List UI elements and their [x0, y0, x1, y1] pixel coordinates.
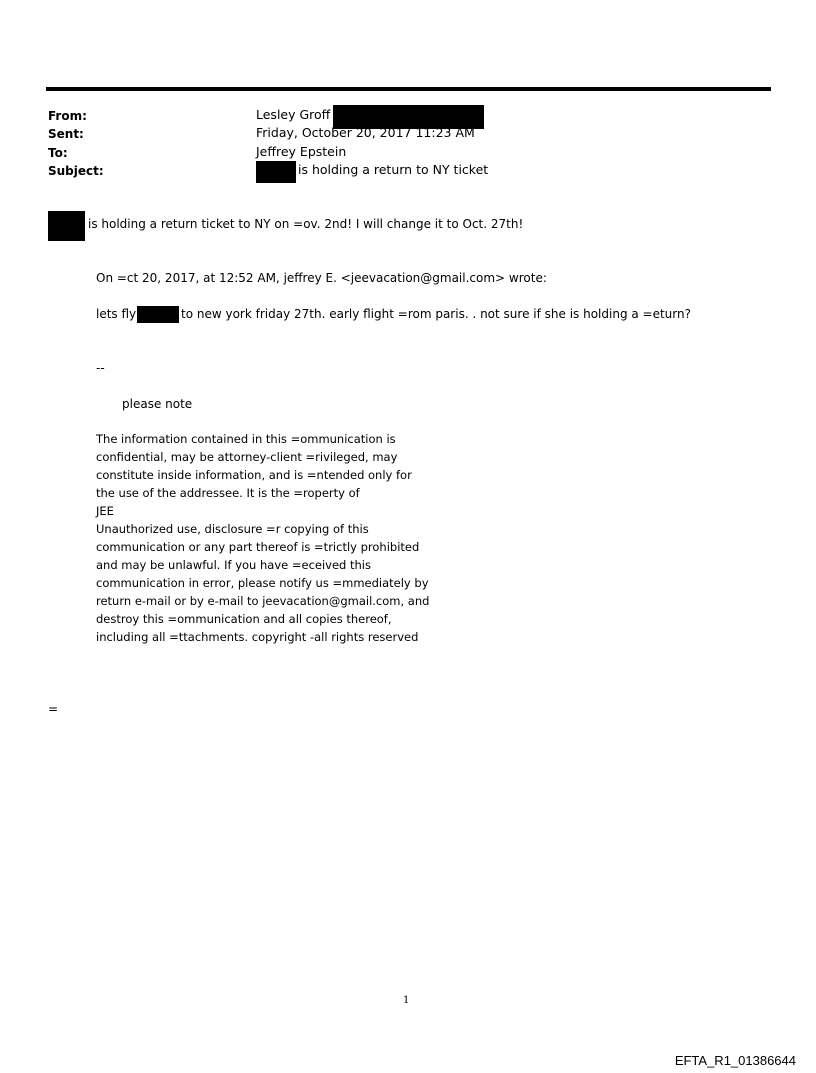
- disclaimer-line: constitute inside information, and is =ntended only for: [96, 468, 412, 482]
- quoted-text-end: to new york friday 27th. early flight =rom paris. . not sure if she is holding a =eturn?: [181, 307, 691, 321]
- disclaimer-line: including all =ttachments. copyright -all rights reserved: [96, 630, 419, 644]
- sent-value: Friday, October 20, 2017 11:23 AM: [256, 125, 475, 140]
- to-label: To:: [48, 146, 68, 160]
- reply-line: is holding a return ticket to NY on =ov. 2nd! I will change it to Oct. 27th!: [88, 217, 524, 231]
- subject-value: is holding a return to NY ticket: [298, 162, 489, 177]
- disclaimer-line: communication or any part thereof is =trictly prohibited: [96, 540, 420, 554]
- disclaimer-line: confidential, may be attorney-client =rivileged, may: [96, 450, 398, 464]
- disclaimer-line: and may be unlawful. If you have =eceived this: [96, 558, 371, 572]
- to-value: Jeffrey Epstein: [256, 144, 347, 159]
- signature-separator: --: [96, 361, 105, 375]
- bates-number: EFTA_R1_01386644: [674, 1053, 796, 1068]
- page-number: 1: [403, 995, 410, 1006]
- from-value: Lesley Groff: [256, 107, 331, 122]
- confidentiality-disclaimer: [96, 430, 456, 646]
- trailing-equals: =: [48, 702, 59, 716]
- disclaimer-line: The information contained in this =ommunication is: [96, 432, 396, 446]
- redaction-block-quoted-name: [137, 306, 179, 323]
- header-divider-rule: [46, 87, 771, 91]
- quoted-message-header: On =ct 20, 2017, at 12:52 AM, jeffrey E. <jeevacation@gmail.com> wrote:: [96, 271, 547, 285]
- disclaimer-line: the use of the addressee. It is the =roperty of: [96, 486, 360, 500]
- sent-label: Sent:: [48, 127, 84, 141]
- quoted-text-start: lets fly: [96, 307, 137, 321]
- disclaimer-line: JEE: [96, 504, 114, 518]
- disclaimer-line: return e-mail or by e-mail to jeevacation@gmail.com, and: [96, 594, 430, 608]
- subject-label: Subject:: [48, 164, 104, 178]
- disclaimer-line: Unauthorized use, disclosure =r copying of this: [96, 522, 369, 536]
- disclaimer-line: communication in error, please notify us =mmediately by: [96, 576, 429, 590]
- disclaimer-line: destroy this =ommunication and all copies thereof,: [96, 612, 392, 626]
- redaction-block-subject-name: [256, 161, 296, 183]
- please-note-heading: please note: [122, 397, 193, 411]
- from-label: From:: [48, 109, 87, 123]
- redaction-block-reply-name: [48, 211, 85, 241]
